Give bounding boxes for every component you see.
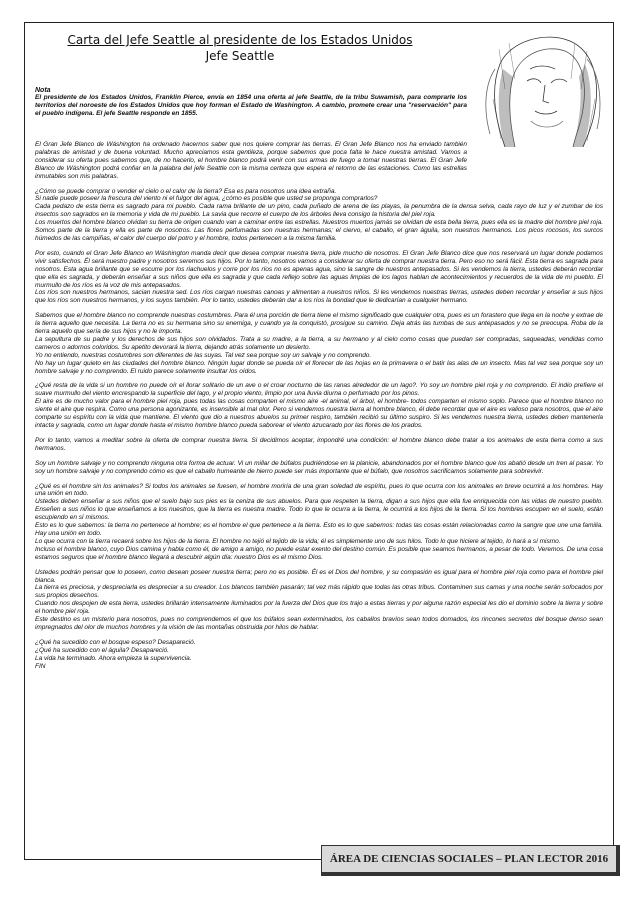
paragraph-line: La vida ha terminado. Ahora empieza la supervivencia. (35, 654, 192, 662)
paragraph-line: Por esto, cuando el Gran Jefe Blanco en Wáshington manda decir que desea comprar nuestra tierra, pide mucho de nosotros. El Gran Jefe Blanco dice que nos reservará un lugar donde podamos vivir satisfechos. Él será nuestro padre y nosotros seremos sus hijos. Por lo tanto, nosotros vamos a considerar su oferta de comprar nuestra tierra. Pero eso no será fácil. Esta tierra es sagrada para nosotros. Esta agua brillante que se escurre por los riachuelos y corre por los ríos no es apenas agua, sino la sangre de nuestros antepasados. Si les vendemos la tierra, ustedes deberán recordar que ella es sagrada, y deberán enseñar a sus niños que ella es sagrada y que cada reflejo sobre las aguas limpias de los lagos hablan de acontecimientos y recuerdos de la vida de mi pueblo. El murmullo de los ríos es la voz de mis antepasados. (35, 249, 603, 289)
paragraph-line: Cada pedazo de esta tierra es sagrado para mi pueblo. Cada rama brillante de un pino, cada puñado de arena de las playas, la penumbra de la densa selva, cada rayo de luz y el zumbar de los insectos son sagrados en la memoria y vida de mi pueblo. La savia que recorre el cuerpo de los árboles lleva consigo la historia del piel roja. (35, 203, 603, 219)
letter-paragraph (35, 250, 603, 305)
letter-paragraph (35, 639, 603, 671)
nota-label: Nota (35, 87, 51, 94)
paragraph-line: Cuando nos despojen de esta tierra, ustedes brillarán intensamente iluminados por la fuerza del Dios que los trajo a estas tierras y por alguna razón especial les dio el dominio sobre la tierra y sobre el hombre piel roja. (35, 600, 603, 616)
paragraph-line: Incluso el hombre blanco, cuyo Dios camina y habla como él, de amigo a amigo, no puede estar exento del destino común. Es posible que seamos hermanos, a pesar de todo. Veremos. De una cosa estamos seguros que el hombre blanco llegará a descubrir algún día: nuestro Dios es el mismo Dios. (35, 545, 603, 561)
nota-section (35, 87, 475, 124)
letter-paragraph (35, 460, 603, 476)
letter-paragraph (35, 141, 467, 181)
letter-paragraph (35, 483, 603, 562)
paragraph-line: Ustedes podrán pensar que lo poseen, como desean poseer nuestra tierra; pero no es posible. Él es el Dios del hombre, y su compasión es igual para el hombre piel roja como para el hombre piel blanca. (35, 568, 603, 584)
paragraph-line: Los muertos del hombre blanco olvidan su tierra de origen cuando van a caminar entre las estrellas. Nuestros muertos jamás se olvidan de esta bella tierra, pues ella es la madre del hombre piel roja. Somos parte de la tierra y ella es parte de nosotros. Las flores perfumadas son nuestras hermanas; el ciervo, el caballo, el gran águila, son nuestros hermanos. Los picos rocosos, los surcos húmedos de las campiñas, el calor del cuerpo del potro y el hombre, todos pertenecen a la misma familia. (35, 219, 603, 242)
paragraph-line: El Gran Jefe Blanco de Wáshington ha ordenado hacernos saber que nos quiere comprar las tierras. El Gran Jefe Blanco nos ha enviado también palabras de amistad y de buena voluntad. Mucho apreciamos esta gentileza, porque sabemos que poca falta le hace nuestra amistad. Vamos a considerar su oferta pues sabemos que, de no hacerlo, el hombre blanco podrá venir con sus armas de fuego a tomar nuestras tierras. El Gran Jefe Blanco de Wáshington podrá confiar en la palabra del jefe Seattle con la misma certeza que espera el retorno de las estaciones. Como las estrellas inmutables son mis palabras. (35, 141, 467, 180)
letter-paragraph (35, 569, 603, 632)
paragraph-line: Si nadie puede poseer la frescura del viento ni el fulgor del agua, ¿cómo es posible que usted se proponga comprarlos? (35, 195, 378, 203)
paragraph-line: Yo no entiendo, nuestras costumbres son diferentes de las suyas. Tal vez sea porque soy un salvaje y no comprendo. (35, 351, 372, 359)
paragraph-line: Esto es lo que sabemos: la tierra no pertenece al hombre; es el hombre el que pertenece a la tierra. Esto es lo que sabemos: todas las cosas están relacionadas como la sangre que une una familia. Hay una unión en todo. (35, 522, 603, 537)
paragraph-line: ¿Qué es el hombre sin los animales? Si todos los animales se fuesen, el hombre moriría de una gran soledad de espíritu, pues lo que ocurra con los animales en breve ocurrirá a los hombres. Hay una unión en todo. (35, 482, 603, 498)
letter-body (35, 141, 603, 677)
paragraph-line: ¿Qué ha sucedido con el bosque espeso? Desapareció. (35, 638, 196, 646)
paragraph-line: ¿Qué ha sucedido con el águila? Desapareció. (35, 646, 169, 654)
paragraph-line: La sepultura de su padre y los derechos de sus hijos son olvidados. Trata a su madre, a la tierra, a su hermano y al cielo como cosas que puedan ser compradas, saqueadas, vendidas como carneros o adornos coloridos. Su apetito devorará la tierra, dejando atrás solamente un desierto. (35, 335, 603, 351)
page-frame (24, 22, 614, 860)
footer-banner: ÁREA DE CIENCIAS SOCIALES – PLAN LECTOR 2016 (321, 845, 620, 876)
letter-paragraph (35, 437, 603, 453)
letter-paragraph (35, 312, 603, 375)
paragraph-line: La tierra es preciosa, y despreciarla es despreciar a su creador. Los blancos también pasarán; tal vez más rápido que todas las otras tribus. Contaminen sus camas y una noche serán sofocados por sus propios desechos. (35, 584, 603, 600)
page-author: Jefe Seattle (205, 49, 275, 63)
paragraph-line: Lo que ocurra con la tierra recaerá sobre los hijos de la tierra. El hombre no tejió el tejido de la vida; él es simplemente uno de sus hilos. Todo lo que hiciere al tejido, lo hará a sí mismo. (35, 537, 561, 545)
nota-text: El presidente de los Estados Unidos, Franklin Pierce, envía en 1854 una oferta al jefe Seattle, de la tribu Suwamish, para comprarle los territorios del noroeste de los Estados Unidos que hoy forman el Estado de Washington. A cambio, promete crear una "reservación" para el pueblo indígena. El jefe Seattle responde en 1855. (35, 94, 467, 117)
paragraph-line: Sabemos que el hombre blanco no comprende nuestras costumbres. Para él una porción de tierra tiene el mismo significado que cualquier otra, pues es un forastero que llega en la noche y extrae de la tierra aquello que necesita. La tierra no es su hermana sino su enemiga, y cuando ya la conquistó, prosigue su camino. Deja atrás las tumbas de sus antepasados y no se preocupa. Roba de la tierra aquello que sería de sus hijos y no le importa. (35, 312, 603, 336)
paragraph-line: Los ríos son nuestros hermanos, sacian nuestra sed. Los ríos cargan nuestras canoas y alimentan a nuestros niños. Si les vendemos nuestras tierras, ustedes deben recordar y enseñar a sus hijos que los ríos son nuestros hermanos, y los suyos también. Por lo tanto, ustedes deberán dar a los ríos la bondad que le dedicarían a cualquier hermano. (35, 289, 603, 305)
page-title: Carta del Jefe Seattle al presidente de los Estados Unidos (67, 33, 413, 47)
paragraph-line: Ustedes deben enseñar a sus niños que el suelo bajo sus pies es la ceniza de sus abuelos. Para que respeten la tierra, digan a sus hijos que ella fue enriquecida con las vidas de nuestro pueblo. Enseñen a sus niños lo que enseñamos a los nuestros, que la tierra es nuestra madre. Todo lo que le ocurra a la tierra, le ocurrirá a los hijos de la tierra. Si los hombres escupen en el suelo, están escupiendo en sí mismos. (35, 498, 603, 522)
paragraph-line: ¿Cómo se puede comprar o vender el cielo o el calor de la tierra? Esa es para nosotros una idea extraña. (35, 187, 337, 195)
chief-seattle-portrait (475, 29, 605, 147)
letter-paragraph (35, 188, 603, 243)
paragraph-line: ¿Qué resta de la vida si un hombre no puede oír el llorar solitario de un ave o el croar nocturno de las ranas alrededor de un lago?. Yo soy un hombre piel roja y no comprendo. El indio prefiere el suave murmullo del viento encrespando la superficie del lago, y el propio viento, limpio por una lluvia diurna o perfumado por los pinos. (35, 382, 603, 398)
title-block (25, 33, 455, 63)
paragraph-line: Por lo tanto, vamos a meditar sobre la oferta de comprar nuestra tierra. Si decidimos aceptar, impondré una condición: el hombre blanco debe tratar a los animales de esta tierra como a sus hermanos. (35, 436, 603, 452)
paragraph-line: El aire es de mucho valor para el hombre piel roja, pues todas las cosas comparten el mismo aire -el animal, el árbol, el hombre- todos comparten el mismo soplo. Parece que el hombre blanco no siente el aire que respira. Como una persona agonizante, es insensible al mal olor. Pero si vendemos nuestra tierra al hombre blanco, él debe recordar que el aire es valioso para nosotros, que el aire comparte su espíritu con la vida que mantiene. El viento que dio a nuestros abuelos su primer respiro, también recibió su último suspiro. Si les vendemos nuestra tierra, ustedes deben mantenerla intacta y sagrada, como un lugar donde hasta el mismo hombre blanco pueda saborear el viento azucarado por las flores de los prados. (35, 398, 603, 429)
paragraph-line: Este destino es un misterio para nosotros, pues no comprendemos el que los búfalos sean exterminados, los caballos bravíos sean todos domados, los rincones secretos del bosque denso sean impregnados del olor de muchos hombres y la visión de las montañas obstruida por hilos de hablar. (35, 616, 603, 631)
paragraph-line: No hay un lugar quieto en las ciudades del hombre blanco. Ningún lugar donde se pueda oír el florecer de las hojas en la primavera o el batir las alas de un insecto. Mas tal vez sea porque soy un hombre salvaje y no comprendo. El ruido parece solamente insultar los oídos. (35, 359, 603, 375)
letter-paragraph (35, 382, 603, 429)
paragraph-line: FIN (35, 662, 46, 670)
paragraph-line: Soy un hombre salvaje y no comprendo ninguna otra forma de actuar. Vi un millar de búfalos pudriéndose en la planicie, abandonados por el hombre blanco que los abatió desde un tren al pasar. Yo soy un hombre salvaje y no comprendo cómo es que el caballo humeante de hierro puede ser más importante que el búfalo, que nosotros sacrificamos solamente para sobrevivir. (35, 459, 603, 475)
